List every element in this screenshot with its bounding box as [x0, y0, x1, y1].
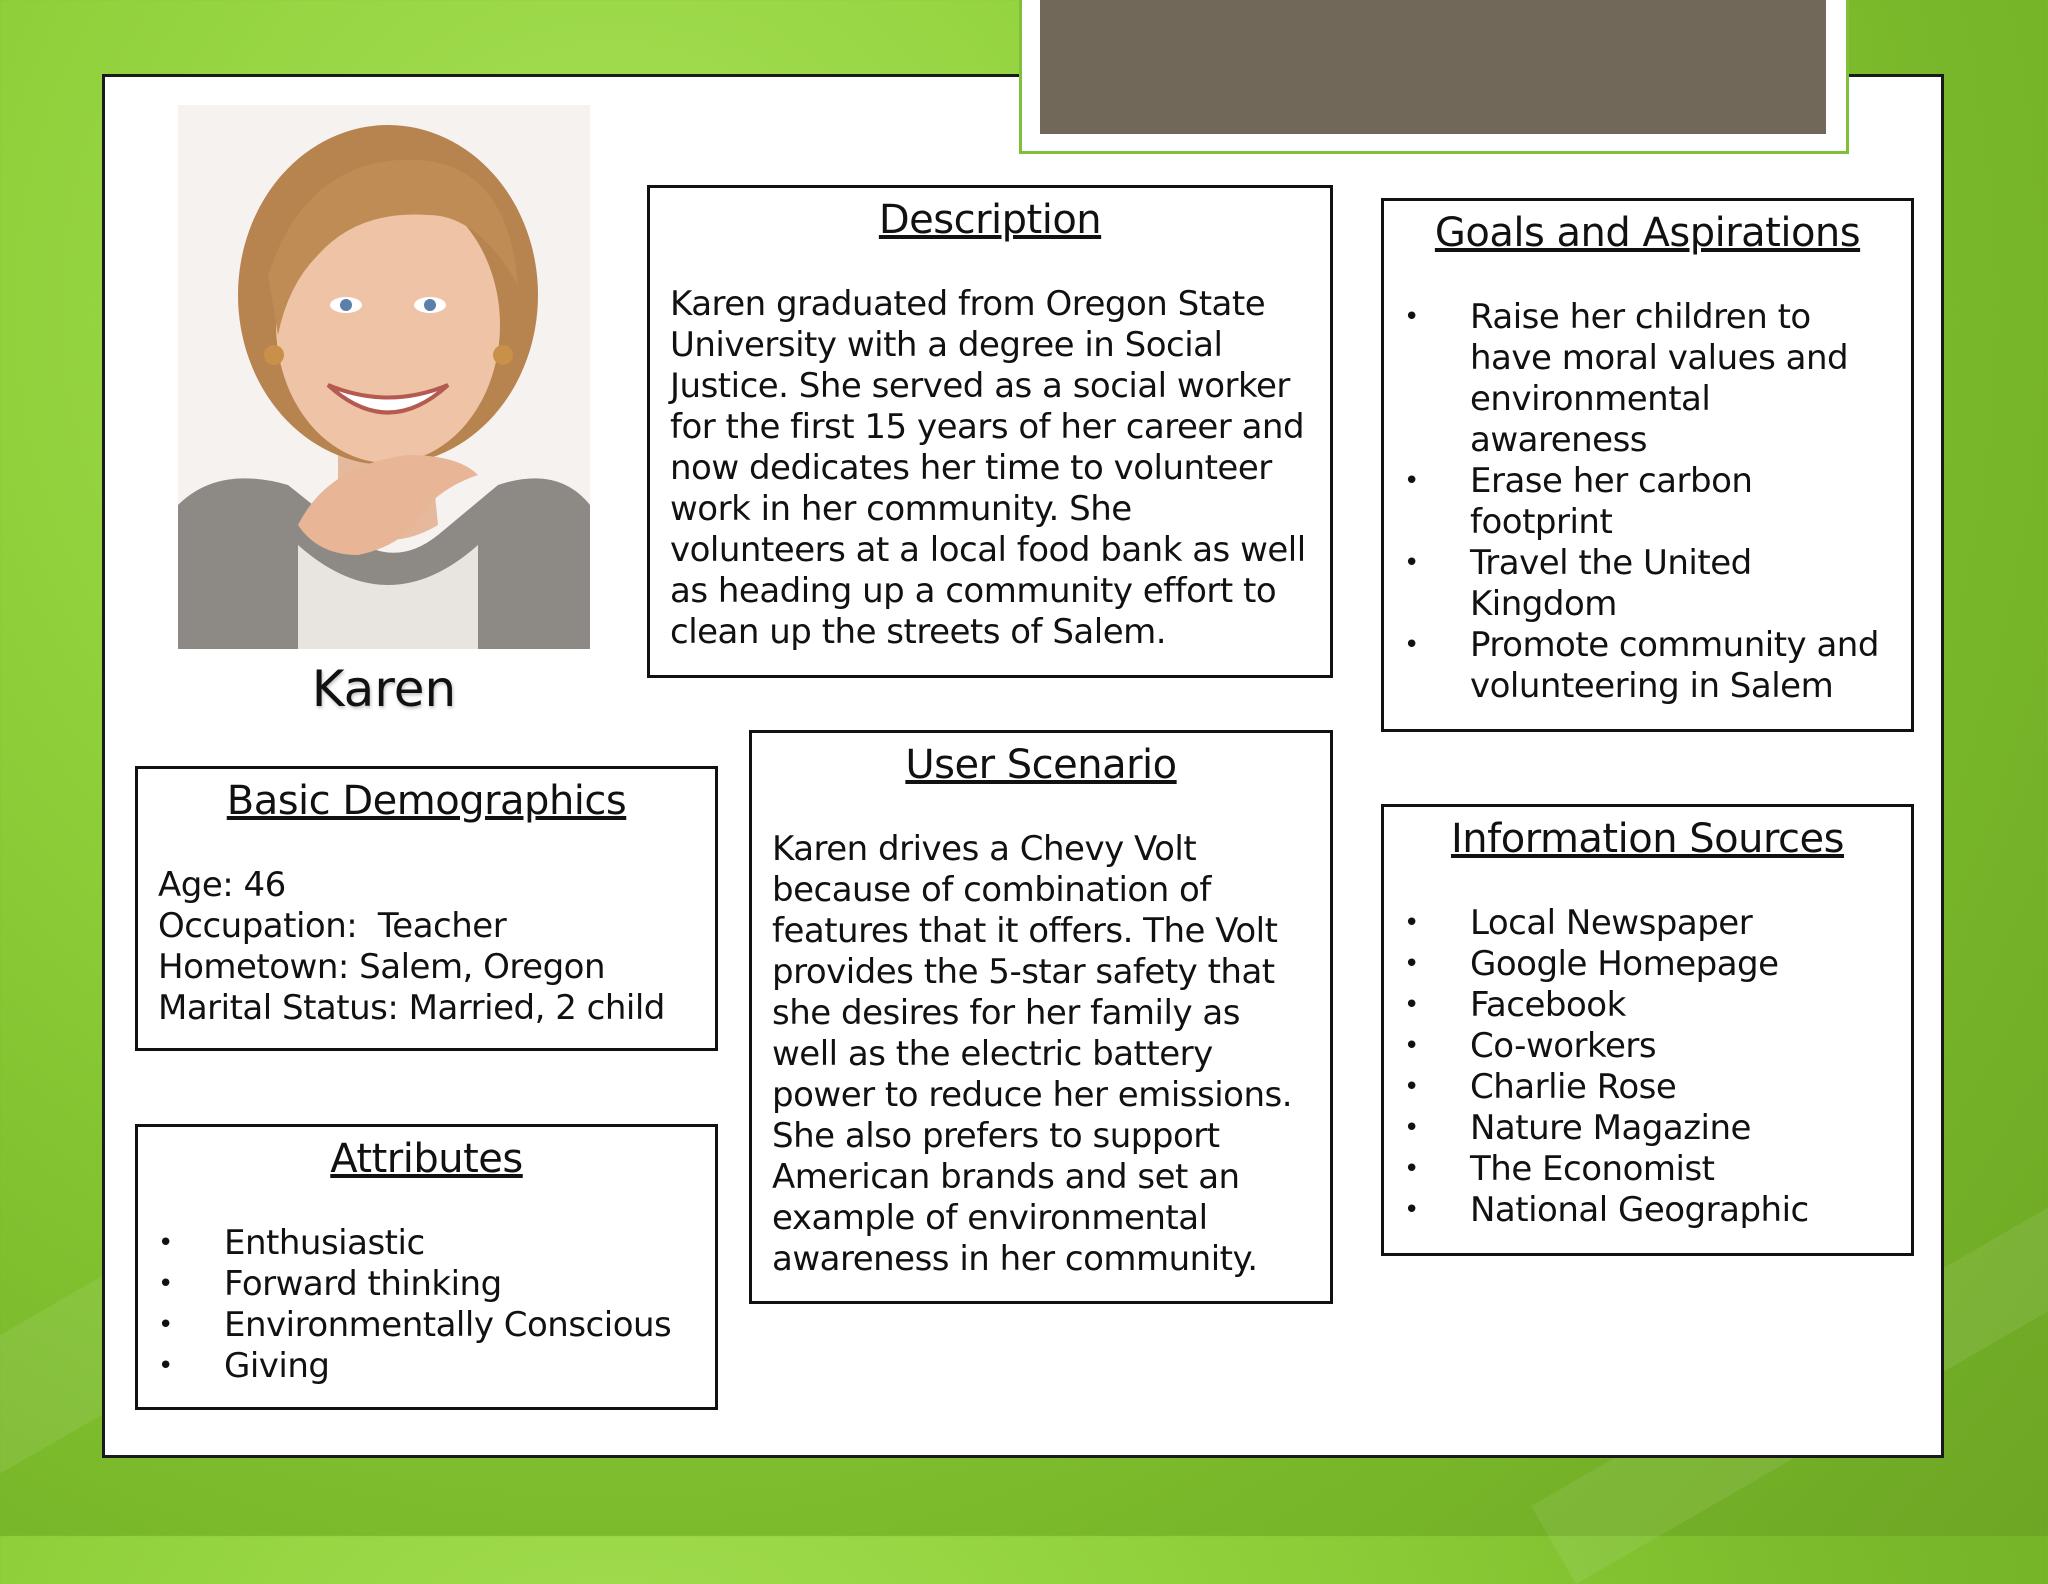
bullet-icon: • [1404, 466, 1419, 496]
attributes-heading: Attributes [330, 1136, 523, 1182]
demographic-age: Age: 46 [158, 865, 286, 905]
scenario-box [749, 730, 1333, 1304]
list-item [1404, 461, 1891, 543]
list-item [1404, 1149, 1891, 1190]
goals-heading: Goals and Aspirations [1434, 210, 1861, 256]
list-item [1404, 985, 1891, 1026]
demographic-occupation: Occupation: Teacher [158, 906, 507, 946]
source-text: National Geographic [1470, 1190, 1809, 1230]
list-item [1404, 1190, 1891, 1231]
scenario-heading: User Scenario [905, 742, 1177, 788]
sources-box [1381, 804, 1914, 1256]
demographic-marital-status: Marital Status: Married, 2 child [158, 988, 665, 1028]
source-text: Local Newspaper [1470, 903, 1753, 943]
list-item [1404, 903, 1891, 944]
bullet-icon: • [1404, 990, 1419, 1020]
goals-list [1404, 297, 1891, 707]
attribute-text: Environmentally Conscious [224, 1305, 672, 1345]
persona-photo [178, 105, 590, 649]
bullet-icon: • [158, 1351, 173, 1381]
portrait-illustration [178, 105, 590, 649]
demographics-heading: Basic Demographics [226, 778, 627, 824]
bullet-icon: • [1404, 949, 1419, 979]
source-text: Co-workers [1470, 1026, 1657, 1066]
list-item [1404, 944, 1891, 985]
demographic-hometown: Hometown: Salem, Oregon [158, 947, 606, 987]
goals-box [1381, 198, 1914, 732]
description-text: Karen graduated from Oregon State University with a degree in Social Justice. She served as a social worker for the first 15 years of her career and now dedicates her time to volunteer work in her community. She volunteers at a local food bank as well as heading up a community effort to clean up the streets of Salem. [670, 284, 1306, 652]
attributes-box [135, 1124, 718, 1410]
list-item [158, 1346, 695, 1387]
description-box [647, 185, 1333, 678]
bullet-icon: • [1404, 630, 1419, 660]
attribute-text: Giving [224, 1346, 330, 1386]
list-item [1404, 1026, 1891, 1067]
demographics-box [135, 766, 718, 1051]
goal-text: Raise her children to have moral values and environmental awareness [1470, 297, 1849, 460]
sources-list [1404, 903, 1891, 1231]
bullet-icon: • [1404, 302, 1419, 332]
title-bar [1040, 0, 1826, 134]
source-text: Nature Magazine [1470, 1108, 1751, 1148]
bullet-icon: • [1404, 1113, 1419, 1143]
list-item [1404, 543, 1891, 625]
scenario-text: Karen drives a Chevy Volt because of combination of features that it offers. The Volt provides the 5-star safety that she desires for her family as well as the electric battery power to reduce her emissions. She also prefers to support American brands and set an example of environmental awareness in her community. [772, 829, 1293, 1279]
goal-text: Erase her carbon footprint [1470, 461, 1753, 542]
list-item [158, 1264, 695, 1305]
attribute-text: Forward thinking [224, 1264, 502, 1304]
list-item [1404, 625, 1891, 707]
list-item [1404, 1067, 1891, 1108]
list-item [158, 1305, 695, 1346]
list-item [158, 1223, 695, 1264]
bullet-icon: • [1404, 1195, 1419, 1225]
persona-name: Karen [311, 660, 457, 718]
source-text: Facebook [1470, 985, 1626, 1025]
bullet-icon: • [158, 1269, 173, 1299]
bullet-icon: • [1404, 548, 1419, 578]
source-text: Google Homepage [1470, 944, 1779, 984]
attributes-list [158, 1223, 695, 1387]
sources-heading: Information Sources [1451, 816, 1844, 862]
bullet-icon: • [158, 1310, 173, 1340]
list-item [1404, 297, 1891, 461]
bullet-icon: • [1404, 908, 1419, 938]
attribute-text: Enthusiastic [224, 1223, 425, 1263]
goal-text: Promote community and volunteering in Salem [1470, 625, 1879, 706]
description-heading: Description [878, 197, 1102, 243]
bullet-icon: • [1404, 1031, 1419, 1061]
demographics-details [158, 865, 695, 1029]
bullet-icon: • [158, 1228, 173, 1258]
goal-text: Travel the United Kingdom [1470, 543, 1752, 624]
list-item [1404, 1108, 1891, 1149]
source-text: Charlie Rose [1470, 1067, 1677, 1107]
source-text: The Economist [1470, 1149, 1715, 1189]
bullet-icon: • [1404, 1072, 1419, 1102]
bullet-icon: • [1404, 1154, 1419, 1184]
